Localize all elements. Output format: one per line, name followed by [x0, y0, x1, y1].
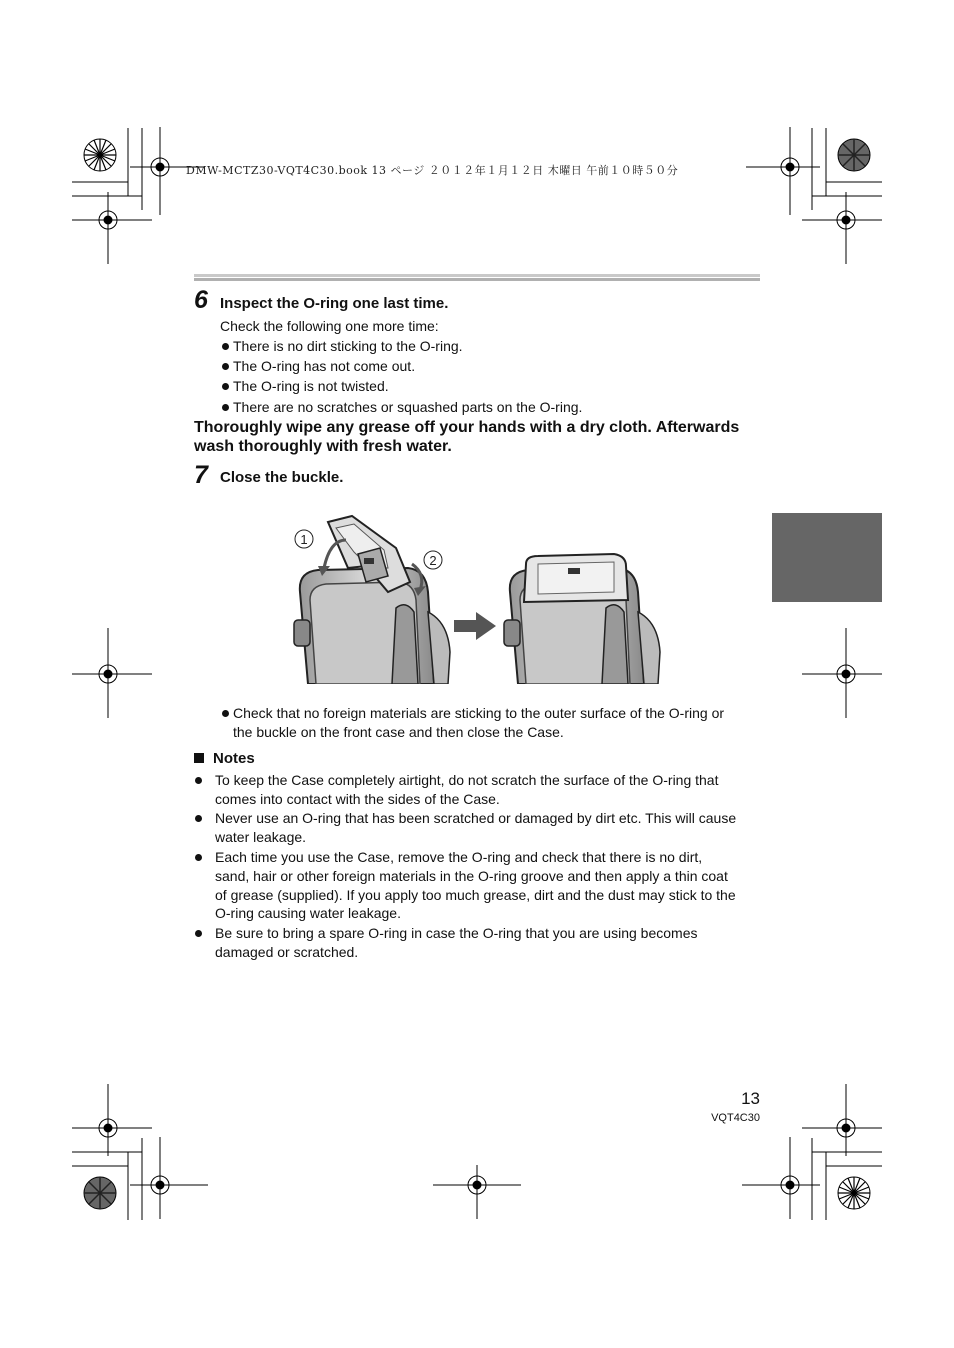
list-item: comes into contact with the sides of the Case.	[215, 791, 500, 807]
notes-heading-label: Notes	[213, 750, 255, 767]
list-item: water leakage.	[215, 829, 307, 845]
bullet-icon	[222, 404, 229, 411]
square-bullet-icon	[194, 753, 204, 763]
list-item: Be sure to bring a spare O-ring in case the O-ring that you are using becomes	[215, 925, 698, 941]
list-item: To keep the Case completely airtight, do not scratch the surface of the O-ring that	[215, 772, 719, 788]
svg-text:1: 1	[300, 532, 308, 547]
step-7-title: Close the buckle.	[220, 469, 344, 486]
step-6-title: Inspect the O-ring one last time.	[220, 295, 449, 312]
list-item: The O-ring has not come out.	[233, 358, 416, 374]
bullet-icon	[222, 343, 229, 350]
bullet-icon	[195, 777, 202, 784]
list-item: Each time you use the Case, remove the O-ring and check that there is no dirt,	[215, 849, 703, 865]
bullet-icon	[195, 815, 202, 822]
bullet-icon	[222, 363, 229, 370]
step-6-number: 6	[194, 286, 208, 314]
section-divider-bar	[194, 274, 760, 281]
bullet-icon	[222, 383, 229, 390]
model-code: VQT4C30	[711, 1112, 760, 1124]
case-open-buckle-drawing	[294, 516, 450, 684]
bullet-icon	[222, 710, 229, 717]
step-6-intro: Check the following one more time:	[220, 318, 439, 334]
case-closed-buckle-drawing	[504, 554, 660, 684]
bullet-icon	[195, 930, 202, 937]
callout-2	[424, 551, 442, 569]
list-item: damaged or scratched.	[215, 944, 359, 960]
grease-warning: Thoroughly wipe any grease off your hands with a dry cloth. Afterwards wash thoroughly with fresh water.	[194, 419, 740, 455]
notes-heading	[194, 750, 255, 767]
print-header: DMW-MCTZ30-VQT4C30.book 13 ページ ２０１２年１月１２日 木曜日 午前１０時５０分	[186, 164, 679, 177]
list-item: sand, hair or other foreign materials in the O-ring groove and then apply a thin coat	[215, 868, 728, 884]
right-arrow-icon	[454, 612, 496, 640]
buckle-closing-illustration	[288, 512, 668, 684]
list-item: of grease (supplied). If you apply too much grease, dirt and the dust may stick to the	[215, 887, 736, 903]
list-item: Never use an O-ring that has been scratched or damaged by dirt etc. This will cause	[215, 810, 737, 826]
list-item: There are no scratches or squashed parts on the O-ring.	[233, 399, 583, 415]
bullet-icon	[195, 854, 202, 861]
step-7-note-line-2: the buckle on the front case and then close the Case.	[233, 724, 564, 740]
page-number: 13	[741, 1089, 760, 1108]
step-7-note-line-1: Check that no foreign materials are sticking to the outer surface of the O-ring or	[233, 705, 725, 721]
list-item: There is no dirt sticking to the O-ring.	[233, 338, 463, 354]
callout-1	[295, 530, 313, 548]
list-item: O-ring causing water leakage.	[215, 905, 401, 921]
step-7-number: 7	[194, 461, 208, 489]
svg-text:2: 2	[429, 553, 437, 568]
section-side-tab	[772, 513, 882, 602]
list-item: The O-ring is not twisted.	[233, 378, 389, 394]
